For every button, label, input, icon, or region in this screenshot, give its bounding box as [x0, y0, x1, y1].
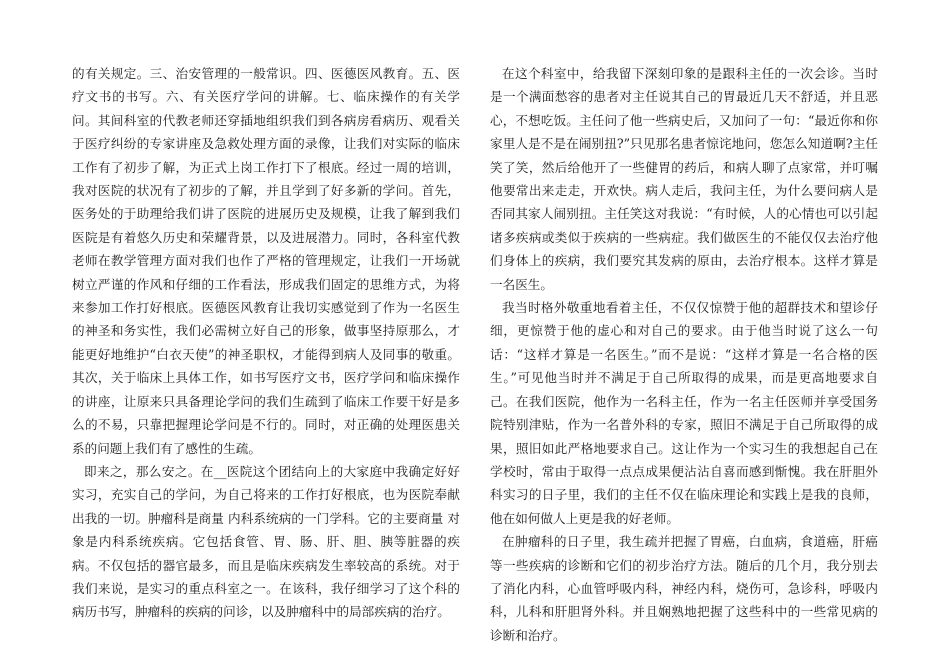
left-text-column — [72, 62, 460, 624]
right-text-column — [490, 62, 878, 647]
paragraph: 的有关规定。三、治安管理的一般常识。四、医德医风教育。五、医疗文书的书写。六、有关医疗学问的讲解。七、临床操作的有关学问。其间科室的代教老师还穿插地组织我们到各病房看病历、观看关于医疗纠纷的专家讲座及急救处理方面的录像，让我们对实际的临床工作有了初步了解，为正式上岗工作打下了根底。经过一周的培训，我对医院的状况有了初步的了解，并且学到了好多新的学问。首先，医务处的于助理给我们讲了医院的进展历史及规模，让我了解到我们医院是有着悠久历史和荣耀背景，以及进展潜力。同时，各科室代教老师在教学管理方面对我们也作了严格的管理规定，让我们一开场就树立严谨的作风和仔细的工作看法，形成我们固定的思维方式，为将来参加工作打好根底。医德医风教育让我切实感觉到了作为一名医生的神圣和务实性，我们必需树立好自己的形象，做事坚持原那么，才能更好地维护“白衣天使”的神圣职权，才能得到病人及同事的敬重。其次，关于临床上具体工作，如书写医疗文书，医疗学问和临床操作的讲座，让原来只具备理论学问的我们生疏到了临床工作要干好是多么的不易，只靠把握理论学问是不行的。同时，对正确的处理医患关系的问题上我们有了感性的生疏。 — [72, 66, 460, 456]
paragraph: 我当时格外敬重地看着主任，不仅仅惊赞于他的超群技术和望诊仔细，更惊赞于他的虚心和对自己的要求。由于他当时说了这么一句话：“这样才算是一名医生。”而不是说：“这样才算是一名合格的医生。”可见他当时并不满足于自己所取得的成果，而是更高地要求自己。在我们医院，他作为一名科主任，作为一名主任医师并享受国务院特别津贴，作为一名普外科的专家，照旧不满足于自己所取得的成果，照旧如此严格地要求自己。这让作为一个实习生的我想起自己在学校时，常由于取得一点点成果便沾沾自喜而感到惭愧。我在肝胆外科实习的日子里，我们的主任不仅在临床理论和实践上是我的良师，他在如何做人上更是我的好老师。 — [490, 300, 878, 526]
paragraph: 即来之，那么安之。在__医院这个团结向上的大家庭中我确定好好实习，充实自己的学问，为自己将来的工作打好根底，也为医院奉献出我的一切。肿瘤科是商量 内科系统病的一门学科。它的主要商量 对象是内科系统疾病。它包括食管、胃、肠、肝、胆、胰等脏器的疾病。不仅包括的器官最多，而且是临床疾病发生率较高的系统。对于我们来说，是实习的重点科室之一。在该科，我仔细学习了这个科的病历书写，肿瘤科的疾病的问诊，以及肿瘤科中的局部疾病的治疗。 — [72, 463, 460, 620]
paragraph: 在这个科室中，给我留下深刻印象的是跟科主任的一次会诊。当时是一个满面愁容的患者对主任说其自己的胃最近几天不舒适，并且恶心，不想吃饭。主任问了他一些病史后，又加问了一句：“最近你和你家里人是不是在闹别扭?”只见那名患者惊诧地问，您怎么知道啊?主任笑了笑，然后给他开了一些健胃的药后，和病人聊了点家常，并叮嘱他要常出来走走，开欢快。病人走后，我问主任，为什么要问病人是否同其家人闹别扭。主任笑这对我说：“有时候，人的心情也可以引起诸多疾病或类似于疾病的一些病症。我们做医生的不能仅仅去治疗他们身体上的疾病，我们要究其发病的原由，去治疗根本。这样才算是一名医生。 — [490, 66, 878, 292]
paragraph: 在肿瘤科的日子里，我生疏并把握了胃癌，白血病，食道癌，肝癌等一些疾病的诊断和它们的初步治疗方法。随后的几个月，我分别去了消化内科，心血管呼吸内科，神经内科，烧伤可，急诊科，呼吸内科，儿科和肝胆肾外科。并且娴熟地把握了这些科中的一些常见病的诊断和治疗。 — [490, 534, 878, 643]
